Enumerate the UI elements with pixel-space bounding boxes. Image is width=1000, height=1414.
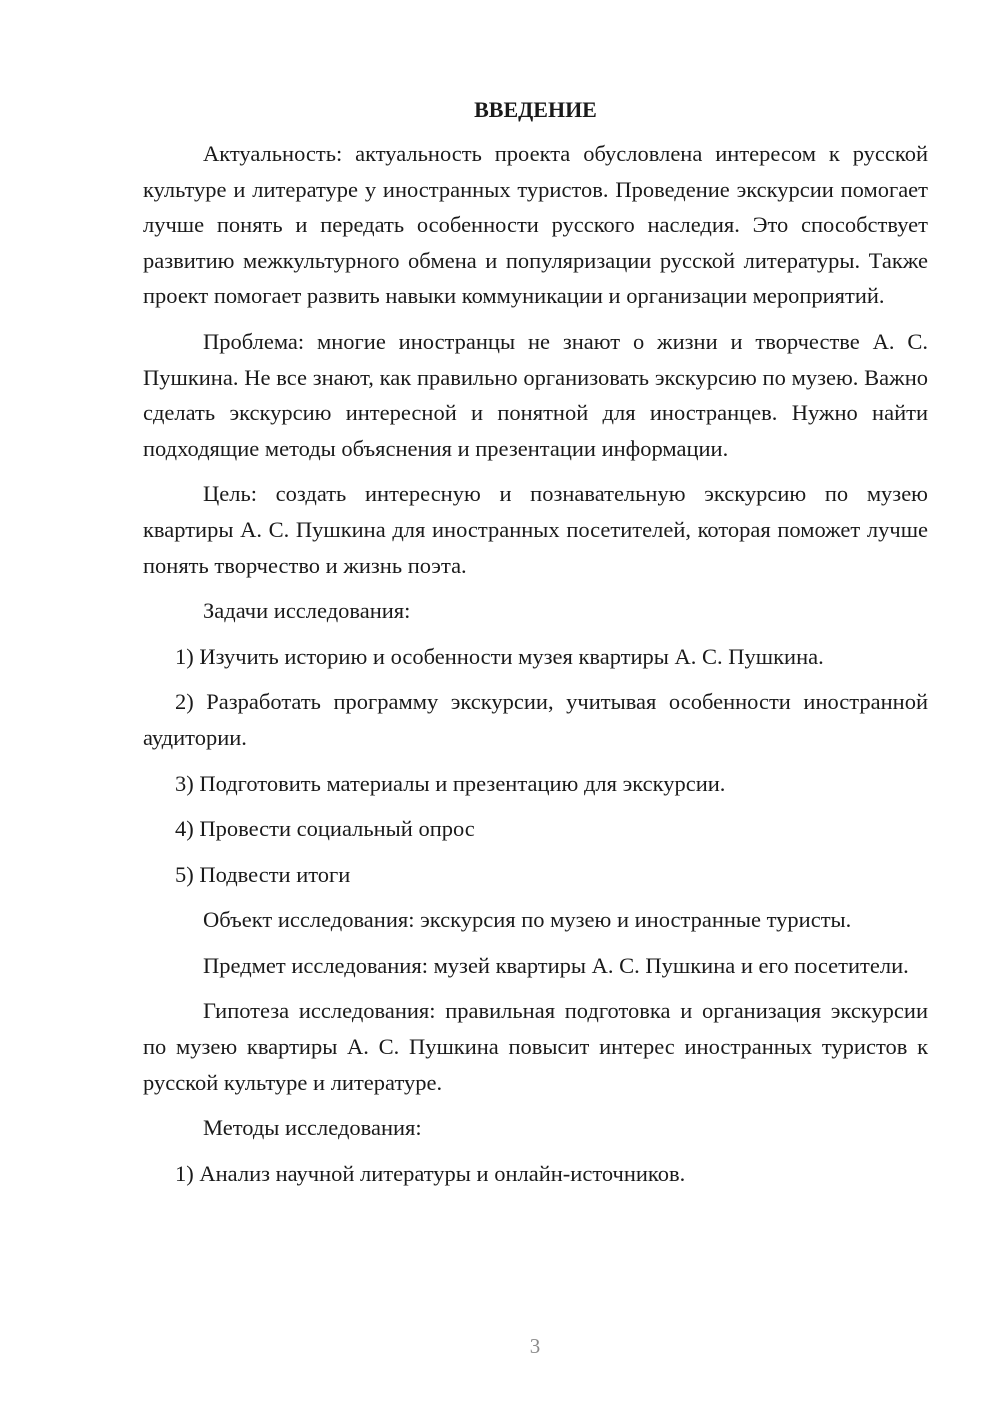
document-page [143, 92, 928, 1201]
task-item-2: 2) Разработать программу экскурсии, учитывая особенности иностранной аудитории. [143, 689, 928, 750]
method-item-1: 1) Анализ научной литературы и онлайн-источников. [175, 1160, 686, 1186]
task-item-1: 1) Изучить историю и особенности музея квартиры А. С. Пушкина. [175, 643, 824, 669]
subject-paragraph: Предмет исследования: музей квартиры А. С. Пушкина и его посетители. [203, 952, 909, 978]
methods-title: Методы исследования: [203, 1115, 422, 1141]
task-item-4: 4) Провести социальный опрос [175, 816, 475, 842]
section-heading: ВВЕДЕНИЕ [474, 97, 597, 122]
object-paragraph: Объект исследования: экскурсия по музею и иностранные туристы. [203, 907, 852, 933]
task-item-3: 3) Подготовить материалы и презентацию для экскурсии. [175, 770, 726, 796]
relevance-paragraph: Актуальность: актуальность проекта обусловлена интересом к русской культуре и литературе у иностранных туристов. Проведение экскурсии помогает лучше понять и передать особенности русского наследия. Это способствует развитию межкультурного обмена и популяризации русской литературы. Также проект помогает развить навыки коммуникации и организации мероприятий. [143, 141, 928, 309]
page-number: 3 [529, 1334, 541, 1358]
tasks-title: Задачи исследования: [203, 598, 411, 624]
task-item-5: 5) Подвести итоги [175, 861, 351, 887]
problem-paragraph: Проблема: многие иностранцы не знают о жизни и творчестве А. С. Пушкина. Не все знают, как правильно организовать экскурсию по музею. Важно сделать экскурсию интересной и понятной для иностранцев. Нужно найти подходящие методы объяснения и презентации информации. [143, 328, 928, 461]
goal-paragraph: Цель: создать интересную и познавательную экскурсию по музею квартиры А. С. Пушкина для иностранных посетителей, которая поможет лучше понять творчество и жизнь поэта. [143, 481, 928, 578]
hypothesis-paragraph: Гипотеза исследования: правильная подготовка и организация экскурсии по музею квартиры А. С. Пушкина повысит интерес иностранных туристов к русской культуре и литературе. [143, 998, 928, 1095]
